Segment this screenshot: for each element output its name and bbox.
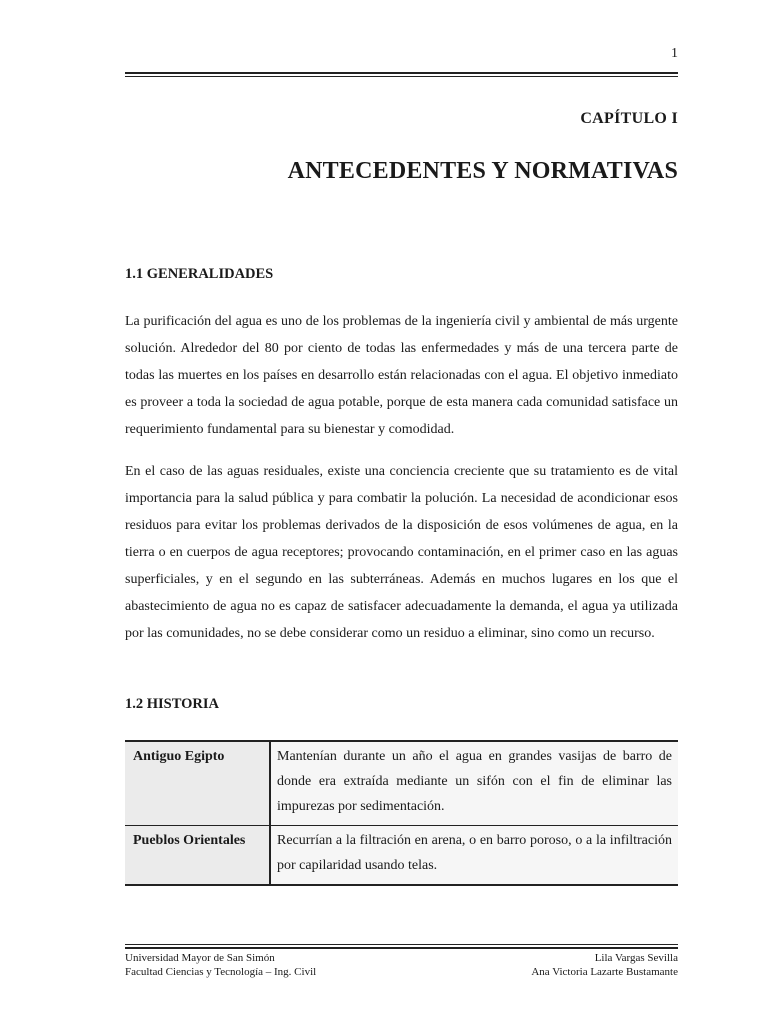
chapter-label: CAPÍTULO I	[580, 110, 678, 127]
paragraph: En el caso de las aguas residuales, existe una conciencia creciente que su tratamiento es de vital importancia para la salud pública y para combatir la polución. La necesidad de acondicionar esos residuos para evitar los problemas derivados de la disposición de esos volúmenes de agua, en la tierra o en cuerpos de agua receptores; provocando contaminación, en el primer caso en las aguas superficiales, y en el segundo en las subterráneas. Además en muchos lugares en los que el abastecimiento de agua no es capaz de satisfacer adecuadamente la demanda, el agua ya utilizada por las comunidades, no se debe considerar como un residuo a eliminar, sino como un recurso.	[125, 464, 678, 641]
section-heading-historia: 1.2 HISTORIA	[125, 696, 220, 712]
footer-author-2: Ana Victoria Lazarte Bustamante	[531, 966, 678, 978]
history-table	[125, 740, 678, 886]
table-row	[125, 826, 678, 886]
footer-faculty: Facultad Ciencias y Tecnología – Ing. Civil	[125, 966, 317, 978]
section-heading-generalidades: 1.1 GENERALIDADES	[125, 266, 274, 282]
paragraph: La purificación del agua es uno de los problemas de la ingeniería civil y ambiental de más urgente solución. Alrededor del 80 por ciento de todas las enfermedades y más de una tercera parte de todas las muertes en los países en desarrollo están relacionadas con el agua. El objetivo inmediato es proveer a toda la sociedad de agua potable, porque de esta manera cada comunidad satisface un requerimiento fundamental para su bienestar y comodidad.	[125, 314, 678, 437]
table-cell-value: Mantenían durante un año el agua en grandes vasijas de barro de donde era extraída mediante un sifón con el fin de eliminar las impurezas por sedimentación.	[270, 741, 678, 826]
footer-author-1: Lila Vargas Sevilla	[594, 952, 678, 964]
chapter-title: ANTECEDENTES Y NORMATIVAS	[287, 158, 678, 184]
footer-university: Universidad Mayor de San Simón	[125, 952, 275, 964]
footer-rule	[125, 947, 678, 949]
header-rule-thin	[125, 76, 678, 77]
footer-right	[531, 951, 678, 979]
table-cell-key: Pueblos Orientales	[125, 826, 270, 886]
table-cell-value: Recurrían a la filtración en arena, o en barro poroso, o a la infiltración por capilaridad usando telas.	[270, 826, 678, 886]
table-row	[125, 741, 678, 826]
header-rule	[125, 72, 678, 74]
footer-rule-thin	[125, 944, 678, 945]
page-number: 1	[671, 46, 678, 61]
footer-left	[125, 951, 316, 979]
table-cell-key: Antiguo Egipto	[125, 741, 270, 826]
